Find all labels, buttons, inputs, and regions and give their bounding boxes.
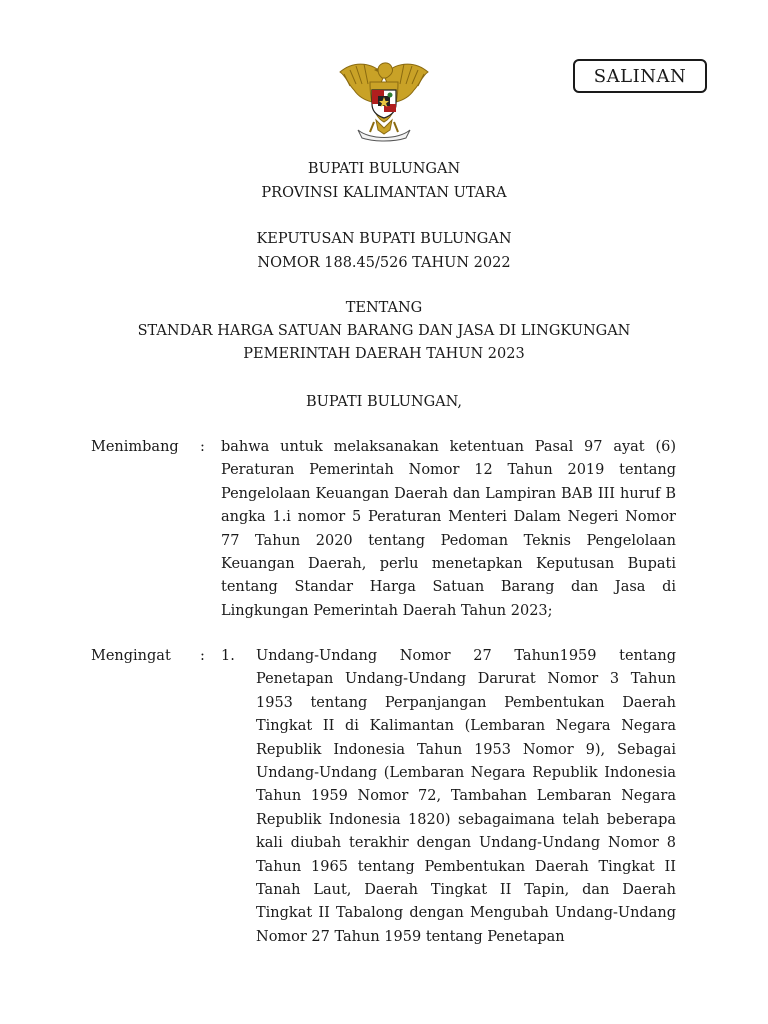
header-regent: BUPATI BULUNGAN xyxy=(307,161,461,177)
subject-line-1: STANDAR HARGA SATUAN BARANG DAN JASA DI LINGKUNGAN xyxy=(137,323,631,339)
mengingat-item-number: 1. xyxy=(221,648,235,664)
subject-about: TENTANG xyxy=(345,300,423,316)
menimbang-text: bahwa untuk melaksanakan ketentuan Pasal 97 ayat (6) Peraturan Pemerintah Nomor 12 Tahun 2019 tentang Pengelolaan Keuangan Daerah dan Lampiran BAB III huruf B angka 1.i nomor 5 Peraturan Menteri Dalam Negeri Nomor 77 Tahun 2020 tentang Pedoman Teknis Pengelolaan Keuangan Daerah, perlu menetapkan Keputusan Bupati tentang Standar Harga Satuan Barang dan Jasa di Lingkungan Pemerintah Daerah Tahun 2023; xyxy=(221,439,676,619)
issuer: BUPATI BULUNGAN, xyxy=(305,394,463,410)
decree-number: NOMOR 188.45/526 TAHUN 2022 xyxy=(257,255,511,271)
decree-title: KEPUTUSAN BUPATI BULUNGAN xyxy=(256,231,512,247)
menimbang-label: Menimbang xyxy=(91,439,179,455)
salinan-stamp: SALINAN xyxy=(573,59,707,93)
menimbang-colon: : xyxy=(200,439,205,455)
header-province: PROVINSI KALIMANTAN UTARA xyxy=(261,185,507,201)
garuda-emblem-icon xyxy=(334,56,434,142)
subject-line-2: PEMERINTAH DAERAH TAHUN 2023 xyxy=(243,346,525,362)
mengingat-colon: : xyxy=(200,648,205,664)
mengingat-label: Mengingat xyxy=(91,648,171,664)
mengingat-item-text: Undang-Undang Nomor 27 Tahun1959 tentang Penetapan Undang-Undang Darurat Nomor 3 Tahun 1953 tentang Perpanjangan Pembentukan Daerah Tingkat II di Kalimantan (Lembaran Negara Negara Republik Indonesia Tahun 1953 Nomor 9), Sebagai Undang-Undang (Lembaran Negara Republik Indonesia Tahun 1959 Nomor 72, Tambahan Lembaran Negara Republik Indonesia 1820) sebagaimana telah beberapa kali diubah terakhir dengan Undang-Undang Nomor 8 Tahun 1965 tentang Pembentukan Daerah Tingkat II Tanah Laut, Daerah Tingkat II Tapin, dan Daerah Tingkat II Tabalong dengan Mengubah Undang-Undang Nomor 27 Tahun 1959 tentang Penetapan xyxy=(256,648,676,945)
